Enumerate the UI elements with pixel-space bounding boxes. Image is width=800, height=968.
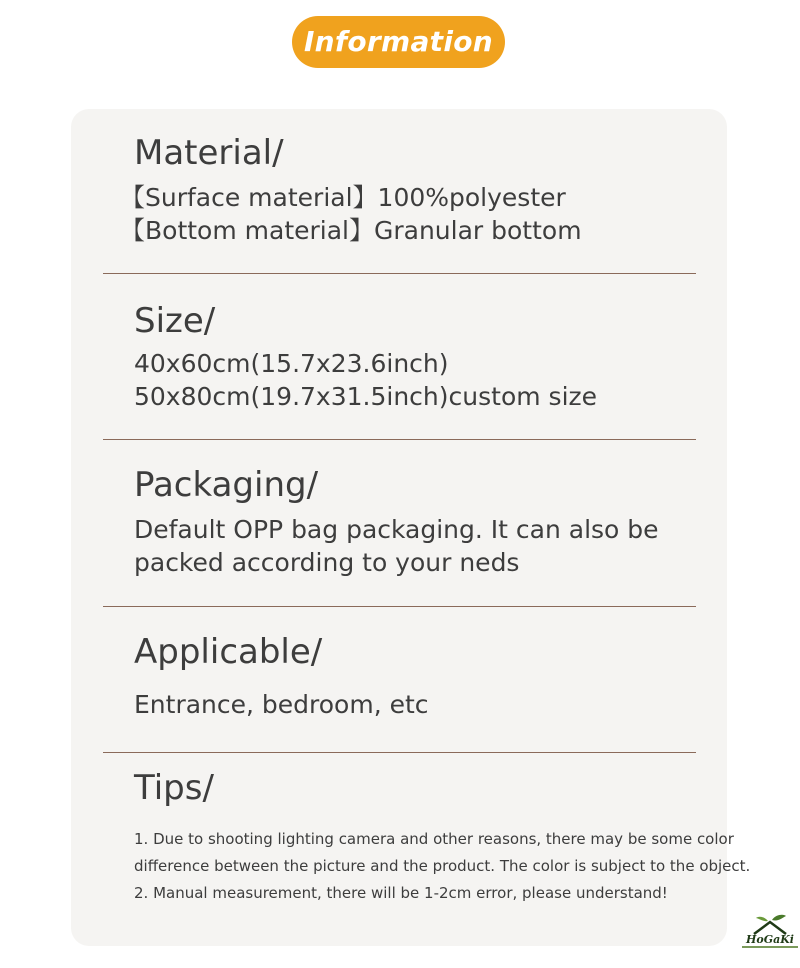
info-card: [71, 109, 751, 946]
size-section: [134, 301, 597, 413]
packaging-title: Packaging/: [134, 465, 319, 505]
tips-title: Tips/: [134, 768, 214, 808]
information-badge: Information: [292, 16, 505, 68]
tips-section: [134, 768, 750, 907]
packaging-section: [134, 465, 659, 579]
size-line: 50x80cm(19.7x31.5inch)custom size: [134, 382, 598, 411]
material-line: 【Bottom material】Granular bottom: [120, 216, 582, 245]
material-title: Material/: [134, 133, 284, 173]
section-divider: [103, 273, 696, 274]
section-divider: [103, 606, 696, 607]
tips-line: difference between the picture and the product. The color is subject to the object.: [134, 857, 751, 875]
applicable-line: Entrance, bedroom, etc: [134, 690, 429, 719]
section-divider: [103, 752, 696, 753]
applicable-section: [134, 632, 429, 721]
packaging-line: packed according to your neds: [134, 548, 520, 577]
section-divider: [103, 439, 696, 440]
tips-line: 2. Manual measurement, there will be 1-2cm error, please understand!: [134, 884, 668, 902]
applicable-title: Applicable/: [134, 632, 323, 672]
material-section: [120, 133, 582, 247]
size-line: 40x60cm(15.7x23.6inch): [134, 349, 449, 378]
material-line: 【Surface material】100%polyester: [120, 183, 566, 212]
logo-wordmark: HoGaKi: [746, 933, 794, 946]
packaging-line: Default OPP bag packaging. It can also be: [134, 515, 659, 544]
brand-logo: [742, 914, 798, 954]
size-title: Size/: [134, 301, 216, 341]
tips-line: 1. Due to shooting lighting camera and other reasons, there may be some color: [134, 830, 734, 848]
logo-underline: [742, 946, 798, 948]
